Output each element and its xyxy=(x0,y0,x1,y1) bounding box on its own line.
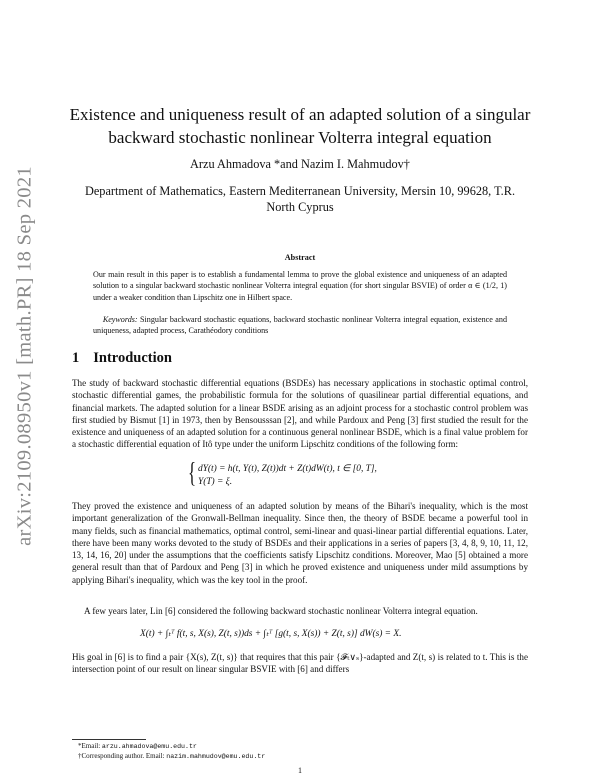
keywords-text: Singular backward stochastic equations, backward stochastic nonlinear Volterra integral equation, existence and uniqueness, adapted process, Carathéodory conditions xyxy=(93,315,507,336)
section-heading xyxy=(72,350,172,367)
abstract-heading: Abstract xyxy=(284,253,316,262)
volterra-equation: X(t) + ∫ₜᵀ f(t, s, X(s), Z(t, s))ds + ∫ₜᵀ [g(t, s, X(s)) + Z(t, s)] dW(s) = X. xyxy=(140,629,402,639)
abstract-body: Our main result in this paper is to establish a fundamental lemma to prove the global existence and uniqueness of an adapted solution to a singular backward stochastic nonlinear Volterra integral equation (for short singular BSVIE) of order α ∈ (1/2, 1) under a weaker condition than Lipschitz one in Hilbert space. xyxy=(93,270,507,302)
section-number: 1 xyxy=(72,350,80,366)
arxiv-identifier: arXiv:2109.08950v1 [math.PR] 18 Sep 2021 xyxy=(13,166,36,546)
intro-paragraph-2: They proved the existence and uniqueness of an adapted solution by means of the Bihari's inequality, which is the most important generalization of the Gronwall-Bellman inequality. Since then, the theory of BSDE became a powerful tool in many fields, such as financial mathematics, optimal control, semi-linear and quasi-linear partial differential equations. Later, there have been many works devoted to the study of BSDEs and their applications in a series of papers [3, 4, 8, 9, 10, 11, 12, 13, 14, 16, 20] under the assumptions that the coefficients satisfy Lipschitz conditions. Moreover, Mao [5] obtained a more general result than that of Pardoux and Peng [3] in which he proved existence and uniqueness under mild assumptions by applying Bihari's inequality, which was the key tool in the proof. xyxy=(72,501,528,585)
section-title: Introduction xyxy=(93,350,172,366)
author-list: Arzu Ahmadova *and Nazim I. Mahmudov† xyxy=(190,157,410,171)
footnote-1 xyxy=(78,742,197,750)
keywords-label: Keywords: xyxy=(102,315,138,324)
footnote-rule xyxy=(72,739,146,740)
footnote-1-label: *Email: xyxy=(78,742,102,750)
footnote-2-label: †Corresponding author. Email: xyxy=(78,752,167,760)
footnote-2 xyxy=(78,752,265,760)
intro-paragraph-4: His goal in [6] is to find a pair {X(s), Z(t, s)} that requires that this pair {𝓕ₜ∨ₛ}-adapted and Z(t, s) is related to t. This is the intersection point of our result on linear singular BSVIE with [6] and differs xyxy=(72,652,528,675)
equation-line-1: dY(t) = h(t, Y(t), Z(t))dt + Z(t)dW(t), t ∈ [0, T], xyxy=(198,464,377,474)
equation-line-2: Y(T) = ξ. xyxy=(198,477,233,487)
left-brace: { xyxy=(188,458,197,489)
intro-paragraph-3: A few years later, Lin [6] considered the following backward stochastic nonlinear Volterra integral equation. xyxy=(84,606,478,616)
paper-title: Existence and uniqueness result of an adapted solution of a singular backward stochastic nonlinear Volterra integral equation xyxy=(69,105,531,147)
footnote-1-email[interactable]: arzu.ahmadova@emu.edu.tr xyxy=(101,743,197,750)
page-number: 1 xyxy=(298,766,302,775)
affiliation: Department of Mathematics, Eastern Mediterranean University, Mersin 10, 99628, T.R. North Cyprus xyxy=(84,184,516,214)
keywords xyxy=(93,314,507,337)
intro-paragraph-1: The study of backward stochastic differential equations (BSDEs) has necessary applications in stochastic optimal control, stochastic differential games, the probabilistic formula for the solutions of quasilinear partial differential equations, and financial markets. The adapted solution for a linear BSDE arising as an adjoint process for a stochastic control problem was first studied by Bismut [1] in 1973, then by Bensousssan [2], and while Pardoux and Peng [3] first studied the result for the existence and uniqueness of an adapted solution for a continuous general nonlinear BSDE, which is a final value problem for a stochastic differential equation of Itô type under the uniform Lipschitz conditions of the following form: xyxy=(72,378,528,450)
footnote-2-email[interactable]: nazim.mahmudov@emu.edu.tr xyxy=(166,753,266,760)
